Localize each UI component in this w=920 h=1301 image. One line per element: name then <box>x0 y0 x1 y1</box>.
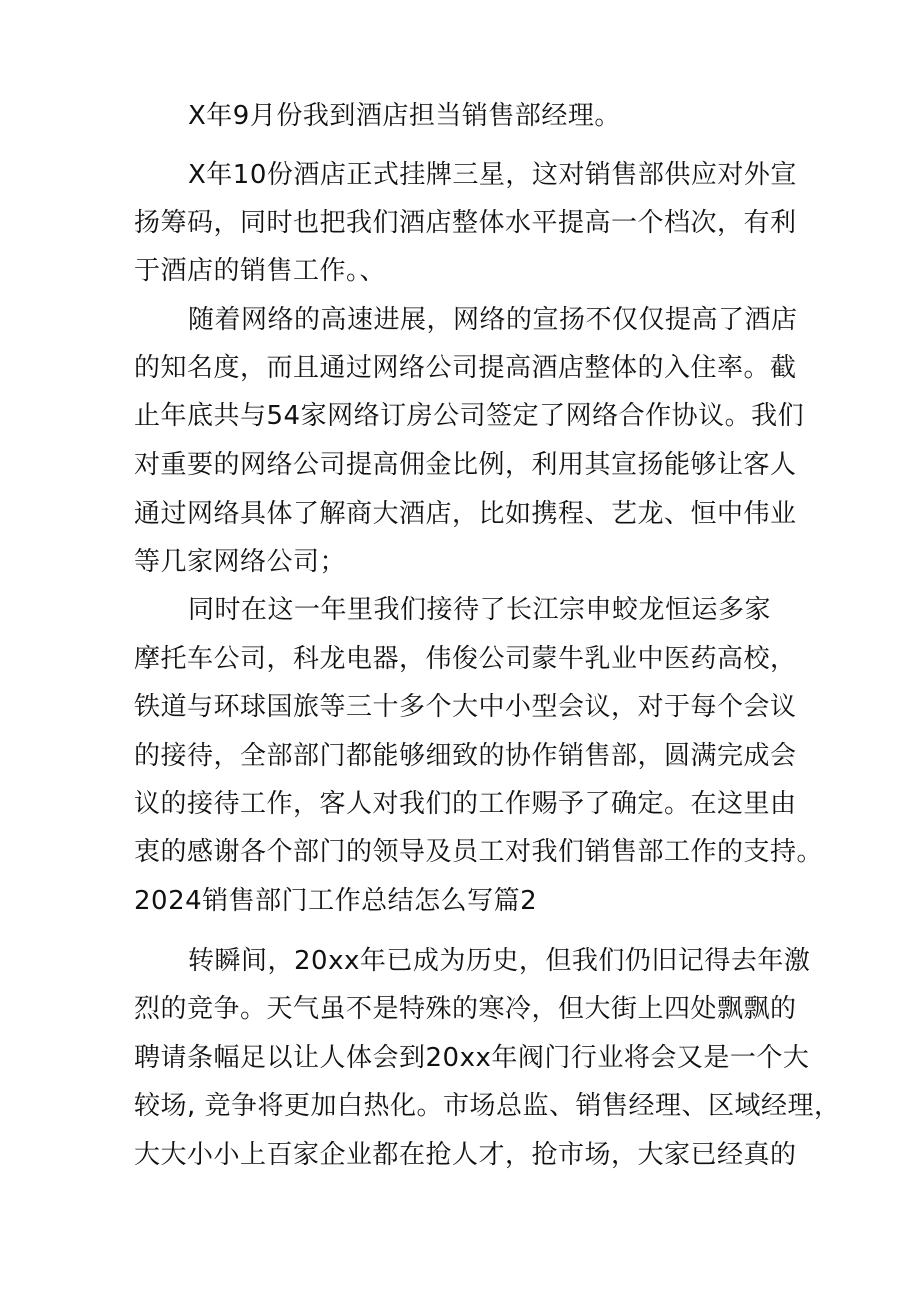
paragraph-1-line-1: X年9月份我到酒店担当销售部经理。 <box>188 101 621 131</box>
paragraph-3-line-1: 随着网络的高速进展，网络的宣扬不仅仅提高了酒店 <box>188 305 798 335</box>
paragraph-4-line-3: 铁道与环球国旅等三十多个大中小型会议，对于每个会议 <box>134 692 797 722</box>
paragraph-4-line-5: 议的接待工作，客人对我们的工作赐予了确定。在这里由 <box>134 789 797 819</box>
paragraph-5-line-5: 大大小小上百家企业都在抢人才，抢市场，大家已经真的 <box>134 1140 797 1170</box>
paragraph-5-line-4: 较场, 竞争将更加白热化。市场总监、销售经理、区域经理， <box>134 1091 841 1121</box>
paragraph-3-line-4: 对重要的网络公司提高佣金比例，利用其宣扬能够让客人 <box>134 450 797 480</box>
paragraph-2-line-1: X年10份酒店正式挂牌三星，这对销售部供应对外宣 <box>188 160 797 190</box>
paragraph-4-line-4: 的接待，全部部门都能够细致的协作销售部，圆满完成会 <box>134 741 797 771</box>
paragraph-5-line-1: 转瞬间，20xx年已成为历史，但我们仍旧记得去年激 <box>188 946 811 976</box>
paragraph-2-line-2: 扬筹码，同时也把我们酒店整体水平提高一个档次，有利 <box>134 208 797 238</box>
paragraph-3-line-2: 的知名度，而且通过网络公司提高酒店整体的入住率。截 <box>134 353 797 383</box>
paragraph-5-line-2: 烈的竞争。天气虽不是特殊的寒冷，但大街上四处飘飘的 <box>134 994 797 1024</box>
paragraph-2-line-3: 于酒店的销售工作。、 <box>134 256 387 286</box>
paragraph-3-line-5: 通过网络具体了解商大酒店，比如携程、艺龙、恒中伟业 <box>134 499 797 529</box>
paragraph-5-line-3: 聘请条幅足以让人体会到20xx年阀门行业将会又是一个大 <box>134 1043 810 1073</box>
paragraph-4-line-1: 同时在这一年里我们接待了长江宗申蛟龙恒运多家 <box>188 595 772 625</box>
paragraph-3-line-3: 止年底共与54家网络订房公司签定了网络合作协议。我们 <box>134 401 805 431</box>
paragraph-4-line-6: 衷的感谢各个部门的领导及员工对我们销售部工作的支持。 <box>134 837 824 867</box>
section-heading: 2024销售部门工作总结怎么写篇2 <box>134 886 538 916</box>
paragraph-4-line-2: 摩托车公司，科龙电器，伟俊公司蒙牛乳业中医药高校， <box>134 644 797 674</box>
paragraph-3-line-6: 等几家网络公司； <box>134 547 347 577</box>
